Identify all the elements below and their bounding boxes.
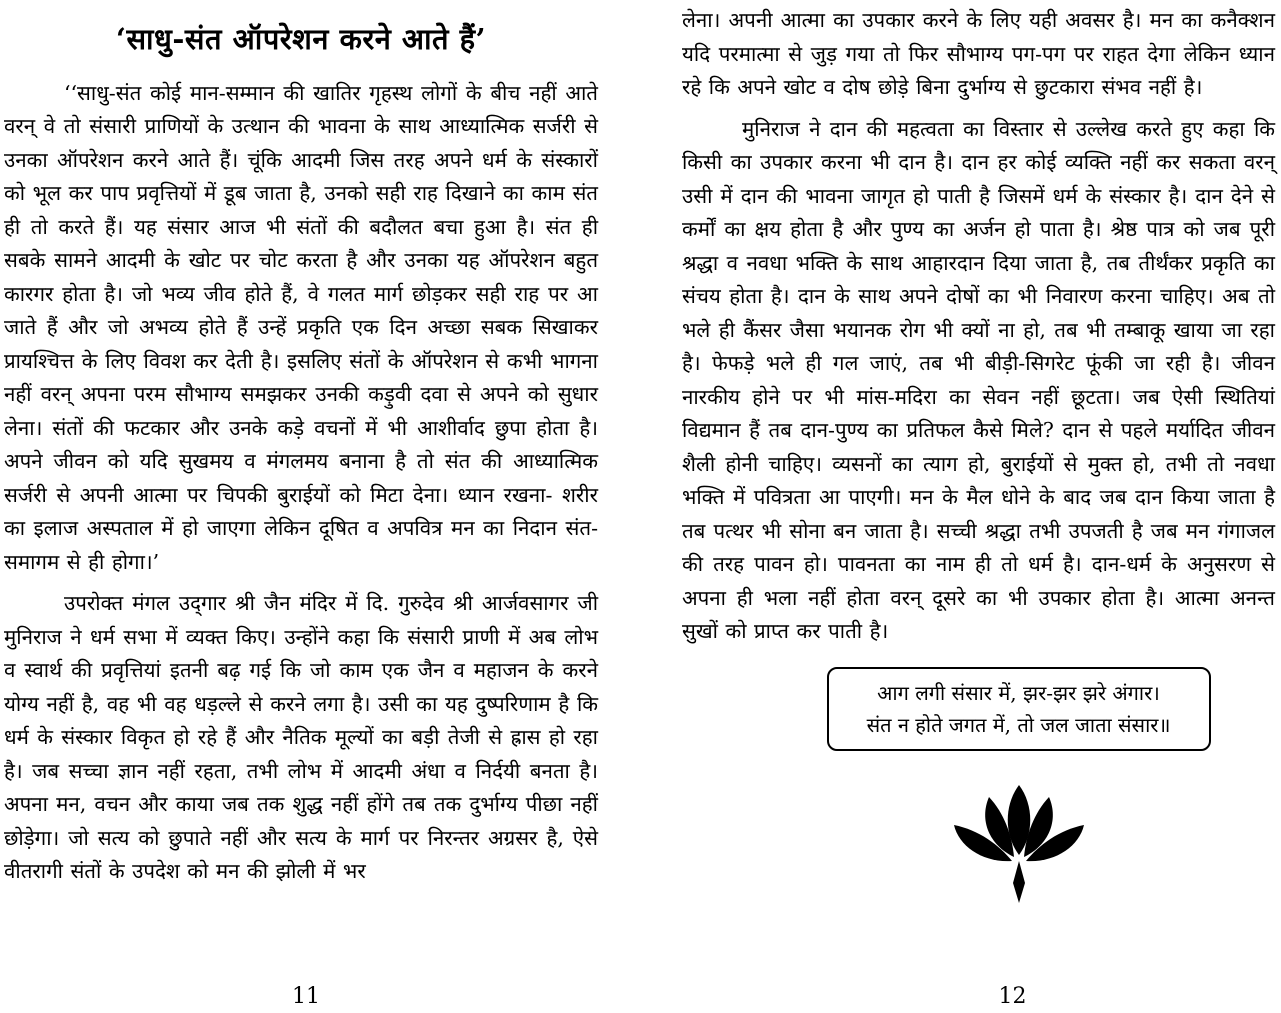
lotus-ornament-icon xyxy=(944,775,1094,905)
left-page xyxy=(0,0,612,1013)
page-number: 11 xyxy=(292,984,320,1009)
paragraph: उपरोक्त मंगल उद्‍गार श्री जैन मंदिर में दि. गुरुदेव श्री आर्जवसागर जी मुनिराज ने धर्म सभा में व्यक्त किए। उन्होंने कहा कि संसारी प्राणी में अब लोभ व स्वार्थ की प्रवृत्तियां इतनी बढ़ गई कि जो काम एक जैन व महाजन के करने योग्य नहीं है, वह भी वह धड़ल्ले से करने लगा है। उसी का यह दुष्परिणाम है कि धर्म के संस्कार विकृत हो रहे हैं और नैतिक मूल्यों का बड़ी तेजी से ह्रास हो रहा है। जब सच्चा ज्ञान नहीं रहता, तभी लोभ में आदमी अंधा व निर्दयी बनता है। अपना मन, वचन और काया जब तक शुद्ध नहीं होंगे तब तक दुर्भाग्य पीछा नहीं छोड़ेगा। जो सत्य को छुपाते नहीं और सत्य के मार्ग पर निरन्तर अग्रसर है, ऐसे वीतरागी संतों के उपदेश को मन की झोली में भर xyxy=(4,591,598,884)
couplet-line: संत न होते जगत में, तो जल जाता संसार॥ xyxy=(866,712,1171,737)
article-title: ‘साधु-संत ऑपरेशन करने आते हैं’ xyxy=(115,22,487,56)
couplet-line: आग लगी संसार में, झर-झर झरे अंगार। xyxy=(877,680,1160,705)
couplet-box xyxy=(827,667,1211,751)
paragraph: मुनिराज ने दान की महत्वता का विस्तार से उल्लेख करते हुए कहा कि किसी का उपकार करना भी दान है। दान हर कोई व्यक्ति नहीं कर सकता वरन् उसी में दान की भावना जागृत हो पाती है जिसमें धर्म के संस्कार है। दान देने से कर्मों का क्षय होता है और पुण्य का अर्जन हो पाता है। श्रेष्ठ पात्र को जब पूरी श्रद्धा व नवधा भक्ति के साथ आहारदान दिया जाता है, तब तीर्थंकर प्रकृति का संचय होता है। दान के साथ अपने दोषों का भी निवारण करना चाहिए। अब तो भले ही कैंसर जैसा भयानक रोग भी क्यों ना हो, तब भी तम्बाकू खाया जा रहा है। फेफड़े भले ही गल जाएं, तब भी बीड़ी-सिगरेट फूंकी जा रही है। जीवन नारकीय होने पर भी मांस-मदिरा का सेवन नहीं छूटता। जब ऐसी स्थितियां विद्यमान हैं तब दान-पुण्य का प्रतिफल कैसे मिले? दान से पहले मर्यादित जीवन शैली होनी चाहिए। व्यसनों का त्याग हो, बुराईयों से मुक्त हो, तभी तो नवधा भक्ति में पवित्रता आ पाएगी। मन के मैल धोने के बाद जब दान किया जाता है तब पत्थर भी सोना बन जाता है। सच्ची श्रद्धा तभी उपजती है जब मन गंगाजल की तरह पावन हो। पावनता का नाम ही तो धर्म है। दान-धर्म के अनुसरण से अपना ही भला नहीं होता वरन् दूसरे का भी उपकार होता है। आत्मा अनन्त सुखों को प्राप्त कर पाती है। xyxy=(682,116,1275,643)
right-page xyxy=(664,0,1281,1013)
paragraph: ‘‘साधु-संत कोई मान-सम्मान की खातिर गृहस्थ लोगों के बीच नहीं आते वरन् वे तो संसारी प्राणियों के उत्थान की भावना के साथ आध्यात्मिक सर्जरी से उनका ऑपरेशन करने आते हैं। चूंकि आदमी जिस तरह अपने धर्म के संस्कारों को भूल कर पाप प्रवृत्तियों में डूब जाता है, उनको सही राह दिखाने का काम संत ही तो करते हैं। यह संसार आज भी संतों की बदौलत बचा हुआ है। संत ही सबके सामने आदमी के खोट पर चोट करता है और उनका यह ऑपरेशन बहुत कारगर होता है। जो भव्य जीव होते हैं, वे गलत मार्ग छोड़कर सही राह पर आ जाते हैं और जो अभव्य होते हैं उन्हें प्रकृति एक दिन अच्छा सबक सिखाकर प्रायश्चित्त के लिए विवश कर देती है। इसलिए संतों के ऑपरेशन से कभी भागना नहीं वरन् अपना परम सौभाग्य समझकर उनकी कड़ुवी दवा से अपने को सुधार लेना। संतों की फटकार और उनके कड़े वचनों में भी आशीर्वाद छुपा होता है। अपने जीवन को यदि सुखमय व मंगलमय बनाना है तो संत की आध्यात्मिक सर्जरी से अपनी आत्मा पर चिपकी बुराईयों को मिटा देना। ध्यान रखना- शरीर का इलाज अस्पताल में हो जाएगा लेकिन दूषित व अपवित्र मन का निदान संत-समागम से ही होगा।’ xyxy=(4,80,598,574)
page-number: 12 xyxy=(998,984,1027,1009)
paragraph: लेना। अपनी आत्मा का उपकार करने के लिए यही अवसर है। मन का कनैक्शन यदि परमात्मा से जुड़ गया तो फिर सौभाग्य पग-पग पर राहत देगा लेकिन ध्यान रहे कि अपने खोट व दोष छोड़े बिना दुर्भाग्य से छुटकारा संभव नहीं है। xyxy=(682,8,1275,99)
